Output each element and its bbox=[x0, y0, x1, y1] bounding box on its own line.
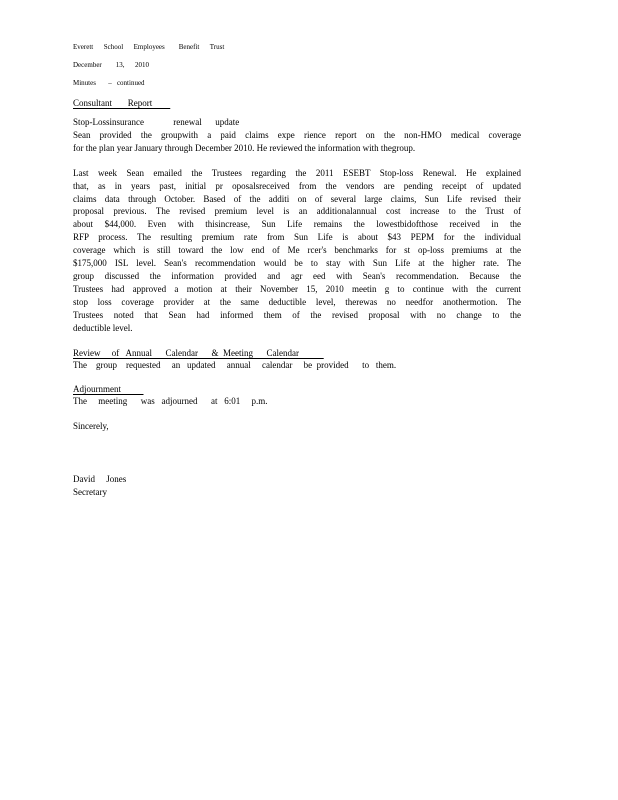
paragraph-stop-loss-renewal bbox=[73, 167, 521, 335]
paragraph-line: $175,000 ISL level. Sean's recommendation would be to stay with Sun Life at the higher rate. The bbox=[73, 258, 521, 269]
stop-loss-subheading: Stop-Lossinsurance renewal update bbox=[73, 117, 240, 127]
paragraph-claims-report bbox=[73, 129, 521, 155]
header-date: December 13, 2010 bbox=[73, 61, 150, 69]
paragraph-line: coverage which is still toward the low end of Me rcer's benchmarks for st op-loss premiums at the bbox=[73, 245, 521, 256]
paragraph-line: Trustees had approved a motion at their November 15, 2010 meetin g to continue with the current bbox=[73, 283, 521, 294]
paragraph-line: for the plan year January through December 2010. He reviewed the information with thegroup. bbox=[73, 142, 416, 153]
review-calendar-text: The group requested an updated annual calendar be provided to them. bbox=[73, 359, 397, 370]
signer-name: David Jones bbox=[73, 474, 127, 485]
paragraph-line: that, as in years past, initial pr oposalsreceived from the vendors are pending receipt of updated bbox=[73, 180, 521, 191]
paragraph-line: deductible level. bbox=[73, 322, 133, 333]
paragraph-line: about $44,000. Even with thisincrease, Sun Life remains the lowestbidofthose received in the bbox=[73, 219, 521, 230]
header-minutes: Minutes – continued bbox=[73, 79, 145, 87]
review-calendar-heading: Review of Annual Calendar & Meeting Calendar bbox=[73, 347, 324, 358]
paragraph-line: proposal previous. The revised premium level is an additionalannual cost increase to the Trust of bbox=[73, 206, 521, 217]
paragraph-line: claims data through October. Based of the additi on of several large claims, Sun Life revised their bbox=[73, 193, 521, 204]
consultant-report-heading: Consultant Report bbox=[73, 98, 171, 108]
paragraph-line: Last week Sean emailed the Trustees regarding the 2011 ESEBT Stop-loss Renewal. He explained bbox=[73, 167, 521, 178]
adjournment-heading: Adjournment bbox=[73, 384, 144, 395]
closing-salutation: Sincerely, bbox=[73, 421, 109, 432]
document-header bbox=[73, 36, 521, 90]
paragraph-line: Trustees noted that Sean had informed them of the revised proposal with no change to the bbox=[73, 309, 521, 320]
adjournment-text: The meeting was adjourned at 6:01 p.m. bbox=[73, 396, 268, 407]
paragraph-line: stop loss coverage provider at the same deductible level, therewas no needfor anothermotion. The bbox=[73, 296, 521, 307]
paragraph-line: Sean provided the groupwith a paid claims expe rience report on the non-HMO medical coverage bbox=[73, 129, 521, 140]
paragraph-line: group discussed the information provided and agr eed with Sean's recommendation. Because the bbox=[73, 270, 521, 281]
paragraph-line: RFP process. The resulting premium rate from Sun Life is about $43 PEPM for the individual bbox=[73, 232, 521, 243]
signer-title: Secretary bbox=[73, 487, 107, 498]
header-organization: Everett School Employees Benefit Trust bbox=[73, 43, 225, 51]
document-page bbox=[73, 36, 521, 499]
